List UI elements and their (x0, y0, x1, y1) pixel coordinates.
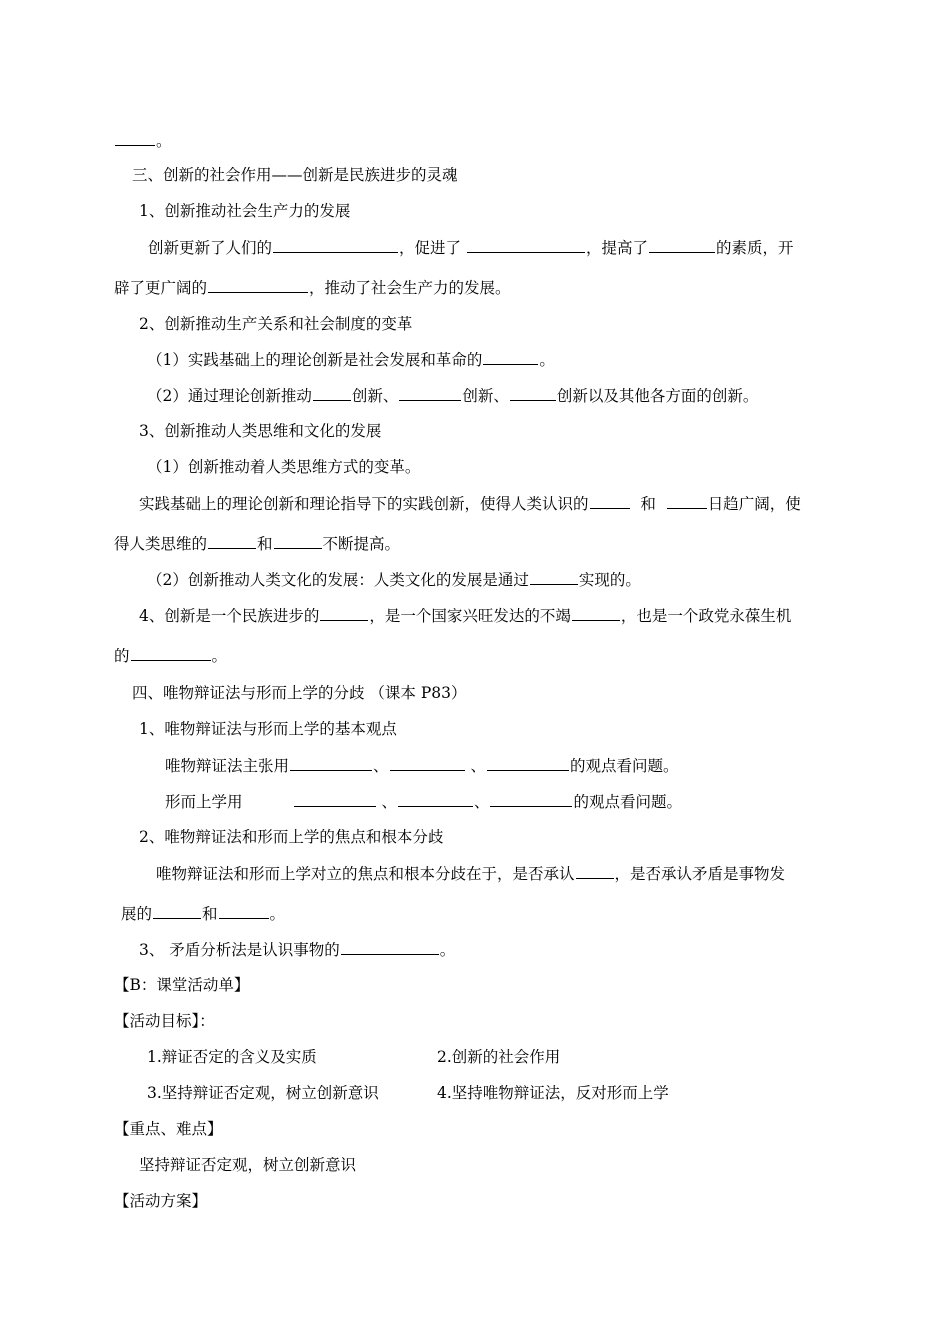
dialectics-views: 唯物辩证法主张用 、 、 的观点看问题。 (165, 757, 679, 775)
fill-blank[interactable] (320, 605, 368, 621)
fill-blank[interactable] (115, 130, 155, 146)
fill-blank[interactable] (398, 791, 473, 807)
subsection-3: 3、创新推动人类思维和文化的发展 (139, 422, 382, 440)
fill-blank[interactable] (274, 533, 322, 549)
item-3-2: （2）创新推动人类文化的发展：人类文化的发展是通过 实现的。 (147, 571, 641, 589)
paragraph-productivity-line1: 创新更新了人们的 ，促进了 ，提高了 的素质，开 (148, 239, 794, 257)
fill-blank[interactable] (153, 903, 201, 919)
subsection-2: 2、创新推动生产关系和社会制度的变革 (139, 315, 413, 333)
fill-blank[interactable] (131, 645, 211, 661)
fill-blank[interactable] (510, 385, 556, 401)
activity-goals-heading: 【活动目标】： (114, 1012, 215, 1030)
subsection-4-line1: 4、创新是一个民族进步的 ，是一个国家兴旺发达的不竭 ，也是一个政党永葆生机 (139, 607, 792, 625)
fill-blank[interactable] (294, 791, 376, 807)
subsection-4-1: 1、唯物辩证法与形而上学的基本观点 (139, 720, 397, 738)
goal-3: 3.坚持辩证否定观，树立创新意识 (147, 1084, 379, 1102)
section-B-heading: 【B：课堂活动单】 (114, 976, 250, 994)
activity-plan-heading: 【活动方案】 (114, 1192, 208, 1210)
item-2-2: （2）通过理论创新推动 创新、 创新、 创新以及其他各方面的创新。 (147, 387, 759, 405)
fill-blank[interactable] (576, 863, 614, 879)
fill-blank[interactable] (219, 903, 269, 919)
fill-blank[interactable] (530, 569, 578, 585)
paragraph-productivity-line2: 辟了更广阔的 ，推动了社会生产力的发展。 (114, 279, 511, 297)
divergence-line2: 展的 和 。 (121, 905, 286, 923)
fill-blank[interactable] (483, 349, 538, 365)
paragraph-thinking-line2: 得人类思维的 和 不断提高。 (114, 535, 401, 553)
fill-blank[interactable] (572, 605, 620, 621)
fill-blank[interactable] (490, 791, 572, 807)
fill-blank[interactable] (467, 237, 585, 253)
fill-blank[interactable] (487, 755, 569, 771)
key-points-heading: 【重点、难点】 (114, 1120, 223, 1138)
goal-4: 4.坚持唯物辩证法，反对形而上学 (437, 1084, 669, 1102)
fill-blank[interactable] (208, 277, 308, 293)
section-heading-3: 三、创新的社会作用——创新是民族进步的灵魂 (132, 166, 458, 184)
item-3-1: （1）创新推动着人类思维方式的变革。 (147, 458, 421, 476)
fill-blank[interactable] (667, 493, 707, 509)
fill-blank[interactable] (341, 939, 439, 955)
item-2-1: （1）实践基础上的理论创新是社会发展和革命的 。 (147, 351, 555, 369)
line-continuation: 。 (114, 130, 172, 151)
fill-blank[interactable] (273, 237, 398, 253)
subsection-4-line2: 的 。 (114, 647, 228, 665)
fill-blank[interactable] (208, 533, 256, 549)
goal-2: 2.创新的社会作用 (437, 1048, 561, 1066)
goal-1: 1.辩证否定的含义及实质 (147, 1048, 317, 1066)
fill-blank[interactable] (590, 493, 630, 509)
metaphysics-views: 形而上学用 、 、 的观点看问题。 (165, 793, 682, 811)
divergence-line1: 唯物辩证法和形而上学对立的焦点和根本分歧在于，是否承认 ，是否承认矛盾是事物发 (156, 865, 786, 883)
fill-blank[interactable] (649, 237, 715, 253)
key-points-text: 坚持辩证否定观，树立创新意识 (139, 1156, 357, 1174)
fill-blank[interactable] (290, 755, 372, 771)
section-heading-4: 四、唯物辩证法与形而上学的分歧 （课本 P83） (132, 684, 467, 702)
subsection-4-2: 2、唯物辩证法和形而上学的焦点和根本分歧 (139, 828, 444, 846)
fill-blank[interactable] (313, 385, 351, 401)
subsection-4-3: 3、 矛盾分析法是认识事物的 。 (139, 941, 456, 959)
fill-blank[interactable] (390, 755, 465, 771)
fill-blank[interactable] (399, 385, 461, 401)
paragraph-thinking-line1: 实践基础上的理论创新和理论指导下的实践创新，使得人类认识的 和 日趋广阔，使 (139, 495, 801, 513)
subsection-1: 1、创新推动社会生产力的发展 (139, 202, 351, 220)
